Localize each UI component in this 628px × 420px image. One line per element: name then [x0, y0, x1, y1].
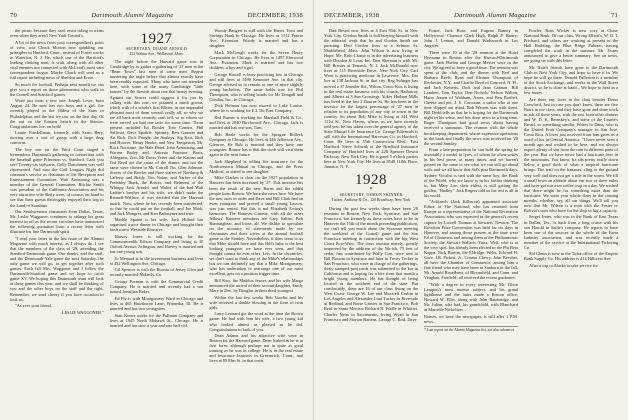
- letter-signature: LESLIE WAGGONER.": [62, 309, 104, 315]
- magazine-title: Dartmouth Alumni Magazine: [454, 12, 537, 19]
- class-secretary: SECRETARY, OSMUN SKINNER: [339, 193, 403, 198]
- paragraph: Are there any faces in the class besides Doers Crawford, Just in case you don't know, there are five Barrs in our class, and they have gone and done work in ads all these years, with the rest from other dinners and W. D. K. Bernskey's, and some of the Lourie's Broad, so something similar, Writes to Dana, who is the United Fruit Company's manager in San José, Costa Rica. A lover just received from him gives us a word of his in Central America: "I have never seen a month ago and wished to be here, and we always expect plenty of sun from the rain in different parts of the year. But we have never had a hurricane here in the mountains. You know, Ira sits pretty easily down below a good dock of what a tropical hurricane brings. The trail on the bananas, cling to the ground very well and does not get a tide in the storm. We fill a small town an altitude about our two or three miles and have got our own coffee crop in a day. We wished that there might be for something more than the hurricane. We want your whole diary in the coming months, whether, say, all our things. We'll tell you now that Mr. Wilson is a man with the Foster or Bolivia's sons who have for the ship so big a capacity.: [524, 96, 618, 213]
- class-secretary: SECRETARY, DOANE ARNOLD: [125, 47, 188, 51]
- paragraph: Red Burner is working for Marshall Field & Co., and lives at 2040 Birchwood Ave., Chicago. Jack is married and has one son, Tom.: [209, 115, 304, 131]
- footnote: * Late report on the Alumni Magazine list, see also advances: [424, 326, 518, 333]
- paragraph: Mark McGough works for the Seven Henry Corporation in Chicago. He lives at 1497 Elmwood Ave., Evanston. Mark is married and has two children, a boy and a girl.: [209, 49, 304, 70]
- issue-date: DECEMBER, 1938: [247, 12, 303, 19]
- class-year: 1928: [355, 172, 387, 189]
- paragraph: the picnic because they can't resist riding in trains even when they aren't New York Central's.: [10, 28, 104, 39]
- paragraph: Our Southwestern classmates from Dallas, Texas, Mr. Leslie Waggoner, continues to enlarge his great interest in oil as the recent circulars have announced the following quotation from a recent letter with illustrate his fine Dartmouth spirit.: [10, 209, 104, 235]
- paragraph: Jack Shepherd is selling life insurance for the Northwestern Mutual in Chicago, and the Press Medical, as stated to one daughter.: [209, 158, 304, 174]
- class-year: 1927: [140, 31, 173, 47]
- page-number: 71: [610, 12, 618, 19]
- paragraph: So much for football. Perhaps next month we can give you a report on those phenomena who walk in the Cornell and Stanford games.: [10, 81, 104, 97]
- paragraph: Barnes, we have the newspaper, is still after 1 P.M. news...: [424, 313, 518, 324]
- paragraph: Harvey Jones is still working for the Commonwealth Edison Company and living at 10 Oxford Avenue, Arlington, and Harvey is married and has one young son.: [109, 233, 204, 255]
- paragraph: Laurie Friedellman, formerly with Sears Bery, moving over a sort of group with a large drug concerns.: [10, 130, 104, 146]
- paragraph: Ed Fly is with Montgomery Ward in Chicago and lives at 465 Hawthorne Lane, Winnetka, Ill. He is married and has two youngsters.: [109, 295, 204, 311]
- paragraph: Jo Menaud is in the investment business and lives at 432 Wellington Ave, Chicago.: [109, 255, 204, 266]
- paragraph: "I read your letter in the last issue of the Alumni Magazine with much interest, as I always do. I see that the members of the class of '28, attending the Stanford-Dartmouth game. Our thanks, and the staff, and the Dartmouth-Yale game the next Saturday, the only game we will go, to get together after such games. Each fall Mrs. Waggoner and I follow the Dartmouth-Stanford game and we hope to catch game XV. We hoping this Dartmouth team will look at these games this year, and we shall be thinking of you and the other boys on the staff and the right. Remember, we send cheery if you have occasion to look us.: [10, 235, 104, 302]
- paragraph: Sid Glenn is now in the Tulsa office of the Empire Bank Supply Co. His address is 414 Hillcrest Ave.: [524, 251, 618, 262]
- paragraph: "Ackland's (Jack Kilberon) appointed associate Editor of The National, who has returned from Europe as a representative of the National Recreation Association, who was expected in the general's recent capture by Lowell Thomas at Stewarts' Newton. The Bowdoin Prize Convention was held for six days in Hanover, and among those present at the time were Ed of Chairmen, and among them at the Philharmonic Society, the Stewart Wallach, Vaira, Weil, who is at the very spot, has already been elected to the Phi Beta Kappa. Nick Burton, the Eldridge, Wells, Edward H. Gore, J.R. Pickett, Jr., Connor Cherry, John Beecher, all have the Chamber of Commerce, among him a fine friend who may have been in Sanborn in the fall. Mr. Arnold Broadbent, of Bloomfield, and Conn. and Vaughan, Fairfield; all received the recent graduates.: [424, 199, 518, 281]
- paragraph: "As ever your friend,: [15, 303, 52, 309]
- left-columns: [10, 28, 303, 416]
- left-page-header: [10, 12, 303, 23]
- class-heading: [324, 172, 418, 202]
- paragraph: Marble Spaine is his wife, Jack Hillard has organised a nice dinner in Chicago and brought their birth a new Westside Bouctive.: [109, 217, 204, 233]
- right-page-header: [324, 12, 618, 23]
- footnote-mark: *: [369, 187, 373, 194]
- paragraph: Gil Spencer is with the Bureau of Jersey Glen and recently married Moberly, Co.: [109, 267, 204, 278]
- paragraph: Foster, Jack Rose, and Eugene Ramey in Hollywood; Clarence Clark High, Ralph P. Haney; John J. Lemon, and Donald Wadsworth in Los Angeles.: [424, 28, 518, 49]
- paragraph: Fowler, Ross Wicker is now cozy at Chase National Bank. Of our class, Wrong Elliott's, W. D. I. Prichard, and others are working at present in the Hall Building, the Blue Ridge Pulitzer, having completed the work in the summer. Mr. Evans announced to give a better summary. See on news, are going on with this letter.: [524, 28, 618, 64]
- paragraph: Larry Leonard got the word at the time the Brown game. He had with him his wife, a two young kid who looked almost as pleased as he did. Congratulations to both of you.: [209, 311, 304, 332]
- paragraph: Dick Holman has now moved to Lake Louise, where he is working for E.I. Du Pont Company.: [209, 103, 304, 114]
- paragraph: Bob Beale works for the Sprague Rolleck Company in Chicago. He lives at 446 Jefferson Ave., Glencoe. He Bob is married and they have one youngster. Rumor has it that the stork will visit them again in the near future.: [209, 131, 304, 158]
- text-column: [324, 28, 418, 416]
- right-columns: [324, 28, 618, 416]
- text-column: [10, 28, 104, 416]
- page-number: 70: [10, 12, 17, 19]
- paragraph: Within the last few weeks Bob Voorlin and his wife received a double blessing in the form of twin girls.: [209, 294, 304, 310]
- paragraph: The night before the Harvard game was in Cambridge by to gather a gathering of '27 men at the "Bean Town" last men at some men. Repeat mustering the night before that almost exactly have been readily expected. Many who have not attended here, with some of the many Cambridge "little houses" by the fireside about one that hearty evening. Against our Seaver could suggest it for you by calling with this one, we planned a mirth grown, which with of a whole's first Blister, in our unpearled pleasant most of them weren't really all, so why we are all back most recently can't tell, so to whom we were served we had one taste for some time. Those present included Ed Bowler Tom Connor, Phil Sullivan, Dave Sparkle, Spinney, Bert Gaunter and Art Rich, Dick Pringle, the Ansleys, Sig Keis, Rich and Hoover, Henry Hooke, and New Temperton, Mr. Buck Nocturne, the Hale Hotel, John Armstrong, and Warren Bailey and, Antonio Ponzone, Boris, Aldegams, Zoo, Mr Davis Vetter and the Kattins and Ted Reed are the cause of the dinner, and not the same were chosen to Mr. Carroll Tin, Glen Johnson. Scores of the Bowler and three wafers of Northrop & Lafferty and Brady, Tim Nolan, and Yarber of the Freedsby Bunk, the Bower, and Belmont of the Whinpy, Jack Arnold, and Walter of the had Walt Ladder's brother and his wife, we didn't make the Rennell-Wallace, it was decided that the Harvard match. Now, where he has recently been transferred, so that he could put on the football, and Joe Mark, and Jack Mongrer, and Ken Baliasyner and wife.: [109, 59, 204, 216]
- paragraph: After a trip to Alaska to take service for: [529, 263, 598, 269]
- paragraph: Word just from a new one, Joseph Lowe, born August 24. He now has two boys and a girl. Joe recently played in the Oldest of the Stars in Philadelphia, and the last we saw on the first day, Of the out on the Eastern bench in the Stamos. Congratulations Joe, on both!: [10, 98, 104, 129]
- text-column: [110, 28, 204, 416]
- paragraph: George Howell is busy practicing law in Chicago and still lives at 5490 Kenmore Ave. in that city. George advised us to remain as one of more slightly young bachelors. The same holds true for Phil Thompson, who is selling bonds for Mr Dougall and Condon, Inc., in Chicago.: [209, 71, 304, 102]
- secretary-address: 152 Walnut Ave., Wollaston, Mass.: [129, 51, 184, 56]
- paragraph: Dud Bessel now lives at 4 East 95th St. in New York City. Gordon Smith is still burying himself with the editorial work that he and Gordon Smith are pursuing. Dud Conlon lives at a Selmon St. Marblehead, Mass. John Wilson is now living in Hope, Me. Rolo Chasse is in the advertising business with Doudon & Leon, Inc. Don Sherman is with Mr. Bill Broster at Teaneck, N. J. Jack McDonald now lives at 115 Riverside Drive, New York City. Carl Wren is practicing medicine in Lawrence. Mrs. Dix live at 138 Jackson St. in that city. Reg Sulinger has moved a 37 Jennifer Rd., Wilton, Conn. Kiss is living in the real estate business with his cousin, Hathaway and Alberts at 3 Sun Crossings. Yokes Hudson Mills has lived at the last 2 Bourne St. He has been in the investor for the largest percentage of '27 men in relation to its population of any city or town in the country. So about Bob Mike is living at 244 West 111st St., New Haven, where, as we have recently told you, he has taken over the general agency of the State Mutual Life Insurance Co. George Ediemsds is still with the International Harvester Co. in Hartford, Conn. He lives at 55th Connecticut Blvd., East Hartford. Steve Schwab of the Bradford Insurance Company of Hartford lives at 228 Spencer Dewitt Parkway, New York City. He is good 5 o'clock parties here in New York City. He lives at 8548 118th Place, Jamaica, N. Y.: [324, 28, 418, 170]
- paragraph: From a late-preparation he can hold the spring he invariably a model in lyres, of whom he often writes in his best prose, at many times, and we haven't passed on the same to see what we can still go ahead with, and we all know that Sid's past Dartmouth days. Sydney Vocalist is tied with the same boy, the Bank of the World, who we know is in his farther thinking to, but Mary Lee, their eldest, is still getting the golden, "Hadley." Jack Rogers told us the rest is all in his world.: [424, 147, 518, 198]
- class-heading: [110, 31, 204, 56]
- paragraph: The boy son on the West Coast staged a tremendous Dartmouth gathering in connection with the baseball game Princeton vs. Stanford. Can't you see? Twenty-six stalwarts, Golly Dartchmen was well represented. And now the Golf Leagues Night did common's service as chairman of the Reception and Entertainment Committee. Walt Armstrong was a member of the General Committee. Ritchie Smith was president of the California Association and his very attractive wife Betty were, of course, on hand to see that their guests thoroughly enjoyed their trip to the Land of Sunshine.: [10, 147, 104, 208]
- text-column: [424, 28, 518, 416]
- paragraph: Mike Clarkes is clear on the 1927 population in Hanover has been increased by '27. This increase has been the result of the new Burns and the added people from Boston. We have the news here. We have the new ones in order and Dave and Bill Clark had an even youngster and proved a small young Lasson, was just rented. But this is not Elizabeth Ewing's hansomer. The Hanover Gazette, with all the other fellows' Hanover members are Gary Saltire, Bob Runningbear, and loose, all. We dislike to speculate on the accuracy of statements made by our classmates and their wives at the annual football game at the Stanley. Nevertheless, it does seem to us that Mike should have and this Bill's baby is the best looking youngster we have ever seen, and that thought cannot be ever other, Lets. In the chronicles, we don't want to think any of the Mike's relationships but we can definitely say that a Mike Montgomery, who has undertaken to rearrange one of our most excellent, gets on a position trigger time.: [209, 175, 304, 277]
- paragraph: "With a degree in every interesting Mr. Tilton Lampert's most intense subject, and his grand lighthouse and the latter made a Boston office, Howard W. Ellis, along with John Bainbridge. and Mr. Julian, who had, his grandchild, with Blanchard at Marcelle Nicholson...: [424, 281, 518, 312]
- paragraph: George Forman is with the Commercial Credit Company. He is married and recently had a son named Jonathan Baker.: [109, 279, 204, 295]
- text-column: [524, 28, 618, 416]
- paragraph: Stan Kimcr works for the Pullman Company and lives at 1945 North Mohawk St., Chicago. He is married and has now a year and one half old.: [109, 312, 204, 328]
- secretary-address: Tucker, Anthony & Co., 120 Broadway, New York: [331, 197, 411, 202]
- paragraph: A lot of the news from your correspondent's point of view, was Chuck Morton now spinkling our principles in Hartford, Conn., instead of Foster works in Waterloo, N. J. He, which one of the Hartford's leading clothing men, is with, along with all other vital enemies not connected with McLeod's most vain correspondent frogon. Maybe Chuck will send us a full report including news of Sheldon and Ernie.: [10, 39, 104, 81]
- paragraph: Sergei Jones, who was in the Bank of East Texas in Dallas, Tex., is back from a long cruise with his son Harold in Sadie's company. He reports to have been one of the sources in the whole of the Farm Industry association, and was recently made a member of the service at the International Pickering Co.: [524, 214, 618, 250]
- issue-date: DECEMBER, 1938: [324, 12, 380, 19]
- paragraph: Dean Adams and his attractive wife were in Boston for the Harvard game. Dean looked as he is in first form, although perhaps not in quite as good training as he was in college. He is in the real estate and insurance business in Greenwich, Conn., and lives at 85 Elm St. in that town.: [209, 333, 304, 364]
- text-column: [209, 28, 303, 416]
- paragraph: There were 10 at the '28 reunion at the Hotel Hermann in Boston after the Harvard-Dartmouth game. Jack Phelon and George Messer were in the city. We agreed to have a good time. The reunion was spent at the club, and the dinner with Red and Barbara Reels, Ryan and Eleanor Thompson of Rochester, N.Y., and Charlie Reed of Concord, N. H., and Jack Ketteris, Dick and Jean Cannon. Bill Lambert, Tom Taylor, Don Nichols, Nelson Walton, Harry Jessen of Waltham, Ames, and Ben Bartlett. Cheese and pie, J. S. Corcoran, a sailor who at one time slipped out mind, Bob Warren was with them. Bill Dodd tells us that he is hoping for the Dartmouth night in his sense, and has done news in a long time. Roger Thompson had good news about having received a summons. The reunion with the whole bookkeeping department, whose expensive operations in the bank and finally the news was received on '28 the second Sunday.: [424, 49, 518, 146]
- paragraph: Mr. Hale's friends have gone to the Dartmouth Club in New York City, and hope to have it in. We hope he will go there. Donald Fullerton is a member of the Stock Exchange, and works in the Wall Street district, so he is close at hand... We hope to hear in a few issues.: [524, 64, 618, 96]
- right-page: [314, 0, 628, 420]
- paragraph: During the past few weeks there have been '28 reunions in Boston, New York, Syracuse, and San Francisco, but formerly as these notes have to be in Hanover the 15th of the month preceding publication, we can't tell you much about the Syracuse meeting the weekend of the Cornell game and the San Francisco meeting in connection with the big West Coast Pow-Wow. The class reunion merely, greatly improved by the addition of the 5th-ish, 75 feet of cedar, fins contributed by Wally Curt, were sent to Bill Boswin in Syracuse and later to Tuvey Tecker in San Francisco, who were in charge of the gatherings, thirty stamped post cards was submitted to the bar in California and is hoping for a bite from that month a bright young members. He has thought of being located in the southern end of the state. But comfortably, there are 16 of our class living on the West Coast: George W. Lee and Maxwell Corbin in Los Angeles and Alexander Lunt Tucker in Riverside at Redland, and Boise Grimes in San Francisco, Bob Reid in Santa Monica, Richard B. Wadle in Whittier, Charles Neiss in Sacramento, Irving Wyatt in San Francisco and Storton Bartens, George C. Bird, Dave: [324, 205, 418, 322]
- paragraph: Bill Kerr, the Maddox fencer, and his wife Marge announced the arrival of their second daughter, Emily Mary in Dec. by Douglas in their third youngest.: [209, 277, 304, 294]
- paragraph: Woody Bangert is still with the Harris Trust and Savings Bank in Chicago. He lives at 1312 Prairie Ave., Evanston. Woody is married and has a daughter.: [209, 28, 304, 49]
- magazine-title: Dartmouth Alumni Magazine: [91, 12, 174, 19]
